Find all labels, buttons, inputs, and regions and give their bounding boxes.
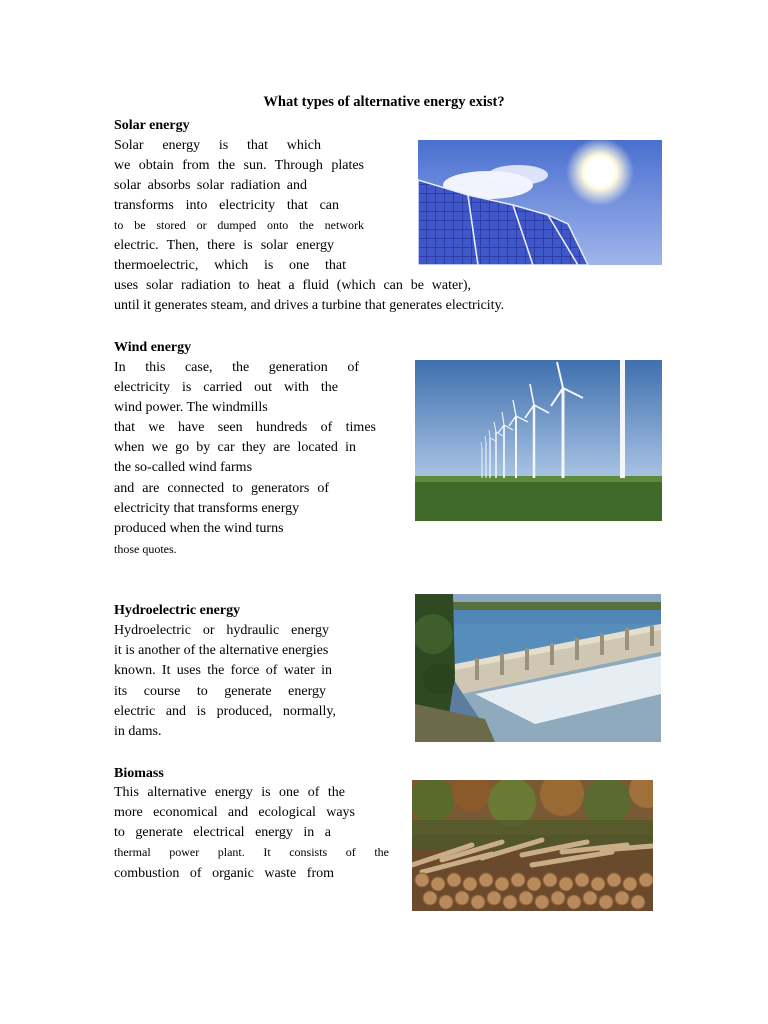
hydro-line: in dams. — [114, 724, 162, 739]
biomass-line: This alternative energy is one of the — [114, 785, 345, 800]
document-title: What types of alternative energy exist? — [263, 94, 505, 110]
biomass-line: to generate electrical energy in a — [114, 825, 331, 840]
wind-heading: Wind energy — [114, 340, 192, 355]
wind-line: when we go by car they are located in — [114, 440, 356, 455]
solar-line: electric. Then, there is solar energy — [114, 238, 334, 253]
solar-line: Solar energy is that which — [114, 138, 321, 153]
wind-line: the so-called wind farms — [114, 460, 253, 475]
solar-line: solar absorbs solar radiation and — [114, 178, 307, 193]
solar-line: until it generates steam, and drives a turbine that generates electricity. — [114, 298, 505, 313]
solar-panels-image — [418, 140, 662, 265]
solar-line: thermoelectric, which is one that — [114, 258, 346, 273]
wind-line: produced when the wind turns — [114, 521, 284, 536]
biomass-line: combustion of organic waste from — [114, 866, 334, 881]
biomass-line: thermal power plant. It consists of the — [114, 845, 389, 859]
solar-line: uses solar radiation to heat a fluid (which can be water), — [114, 278, 471, 293]
solar-heading: Solar energy — [114, 118, 190, 133]
wind-line: electricity that transforms energy — [114, 501, 300, 516]
hydro-heading: Hydroelectric energy — [114, 603, 241, 618]
wind-line: In this case, the generation of — [114, 360, 359, 375]
wind-turbines-image — [415, 360, 662, 521]
wind-line: those quotes. — [114, 542, 177, 556]
hydro-line: its course to generate energy — [114, 684, 326, 699]
solar-line: to be stored or dumped onto the network — [114, 218, 364, 232]
solar-line: we obtain from the sun. Through plates — [114, 158, 364, 173]
wind-line: and are connected to generators of — [114, 481, 329, 496]
wind-line: wind power. The windmills — [114, 400, 268, 415]
wind-line: that we have seen hundreds of times — [114, 420, 376, 435]
hydro-line: known. It uses the force of water in — [114, 663, 332, 678]
hydro-line: Hydroelectric or hydraulic energy — [114, 623, 329, 638]
solar-line: transforms into electricity that can — [114, 198, 339, 213]
hydro-line: it is another of the alternative energies — [114, 643, 329, 658]
biomass-heading: Biomass — [114, 766, 164, 781]
hydro-line: electric and is produced, normally, — [114, 704, 336, 719]
biomass-line: more economical and ecological ways — [114, 805, 355, 820]
dam-image — [415, 594, 661, 742]
wind-line: electricity is carried out with the — [114, 380, 338, 395]
wood-logs-image — [412, 780, 653, 911]
